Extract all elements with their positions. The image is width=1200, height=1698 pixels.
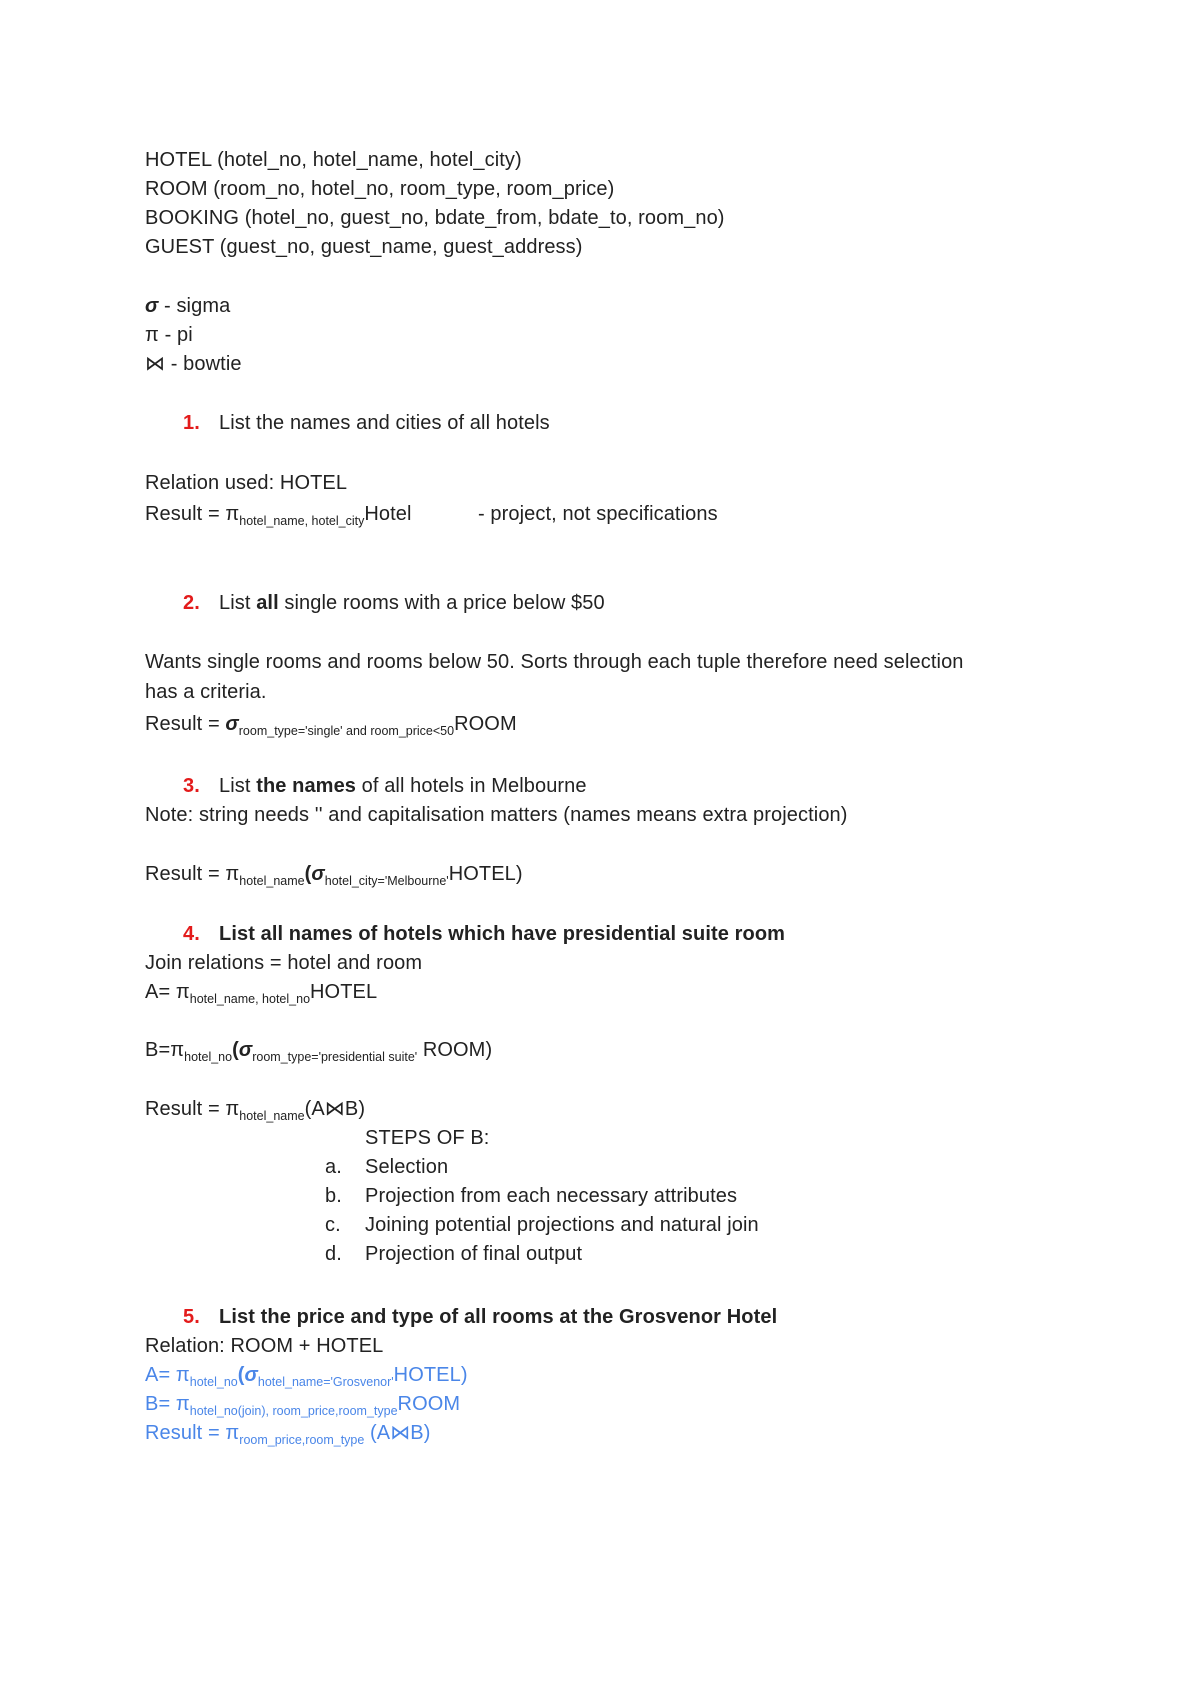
q3-result: Result = $\pi_{hotel\_name}(\sigma_{hotel\_city='Melbourne'}HOTEL)$ (145, 863, 523, 888)
legend-pi (145, 323, 193, 347)
q5-result: Result = $\pi_{room\_price,room\_type}$ (A⋈B) (145, 1422, 431, 1447)
question-4 (183, 922, 785, 946)
question-2: 2. List all single rooms with a price below $50 (183, 592, 605, 614)
q5-a-expression: $A= \pi_{hotel\_no}(\sigma_{hotel\_name='Grosvenor'}HOTEL)$ (145, 1364, 468, 1389)
q1-note: - project, not specifications (478, 503, 718, 525)
question-number: 5. (183, 1306, 200, 1328)
step-item: c. Joining potential projections and natural join (325, 1214, 759, 1236)
bowtie-label: - bowtie (165, 353, 242, 375)
question-number: 1. (183, 412, 200, 434)
sigma-symbol: σ (145, 295, 159, 317)
question-5 (183, 1305, 777, 1329)
question-number: 3. (183, 775, 200, 797)
sigma-symbol: σ (311, 863, 325, 885)
question-number: 2. (183, 592, 200, 614)
q5-b-expression: $B= \pi_{hotel\_no(join), room\_price,room\_type}ROOM$ (145, 1393, 461, 1418)
q4-join: Join relations = hotel and room (145, 952, 423, 974)
q4-b-expression: $B=\pi_{hotel\_no}(\sigma_{room\_type='presidential suite'}$ ROOM) (145, 1039, 493, 1064)
schema-booking: BOOKING (hotel_no, guest_no, bdate_from, bdate_to, room_no) (145, 207, 725, 229)
q2-explanation-line2: has a criteria. (145, 681, 267, 703)
question-text: List the price and type of all rooms at the Grosvenor Hotel (219, 1306, 778, 1328)
q2-result: Result = $\sigma_{room\_type='single' and room\_price<50}ROOM$ (145, 713, 517, 738)
steps-title: STEPS OF B: (365, 1127, 490, 1149)
sigma-symbol: σ (225, 713, 239, 735)
q1-result: Result = $\pi_{hotel\_name, hotel\_city}Hotel$ - project, not specifications (145, 503, 718, 528)
question-number: 4. (183, 923, 200, 945)
legend-sigma (145, 294, 230, 318)
question-text: List the names and cities of all hotels (219, 412, 550, 434)
sigma-symbol: σ (244, 1364, 258, 1386)
question-1 (183, 411, 550, 435)
legend-bowtie (145, 352, 242, 376)
schema-room: ROOM (room_no, hotel_no, room_type, room_price) (145, 178, 615, 200)
q2-explanation-line1: Wants single rooms and rooms below 50. Sorts through each tuple therefore need selection (145, 651, 964, 673)
schema-guest: GUEST (guest_no, guest_name, guest_address) (145, 236, 583, 258)
q4-result: Result = $\pi_{hotel\_name}(A⋈B)$ (145, 1098, 366, 1123)
question-text: List all names of hotels which have presidential suite room (219, 923, 786, 945)
step-item: d. Projection of final output (325, 1243, 583, 1265)
bowtie-symbol: ⋈ (145, 353, 166, 375)
q4-a-expression: $A= \pi_{hotel\_name, hotel\_no}HOTEL$ (145, 981, 378, 1006)
q5-relation: Relation: ROOM + HOTEL (145, 1335, 384, 1357)
q3-note: Note: string needs '' and capitalisation matters (names means extra projection) (145, 804, 848, 826)
schema-hotel: HOTEL (hotel_no, hotel_name, hotel_city) (145, 149, 522, 171)
question-3: 3. List the names of all hotels in Melbourne (183, 775, 587, 797)
pi-symbol: π (145, 324, 159, 346)
step-item: a. Selection (325, 1156, 449, 1178)
sigma-symbol: σ (238, 1039, 253, 1061)
q1-relation: Relation used: HOTEL (145, 472, 348, 494)
pi-label: - pi (158, 324, 193, 346)
sigma-label: - sigma (158, 295, 231, 317)
step-item: b. Projection from each necessary attributes (325, 1185, 738, 1207)
